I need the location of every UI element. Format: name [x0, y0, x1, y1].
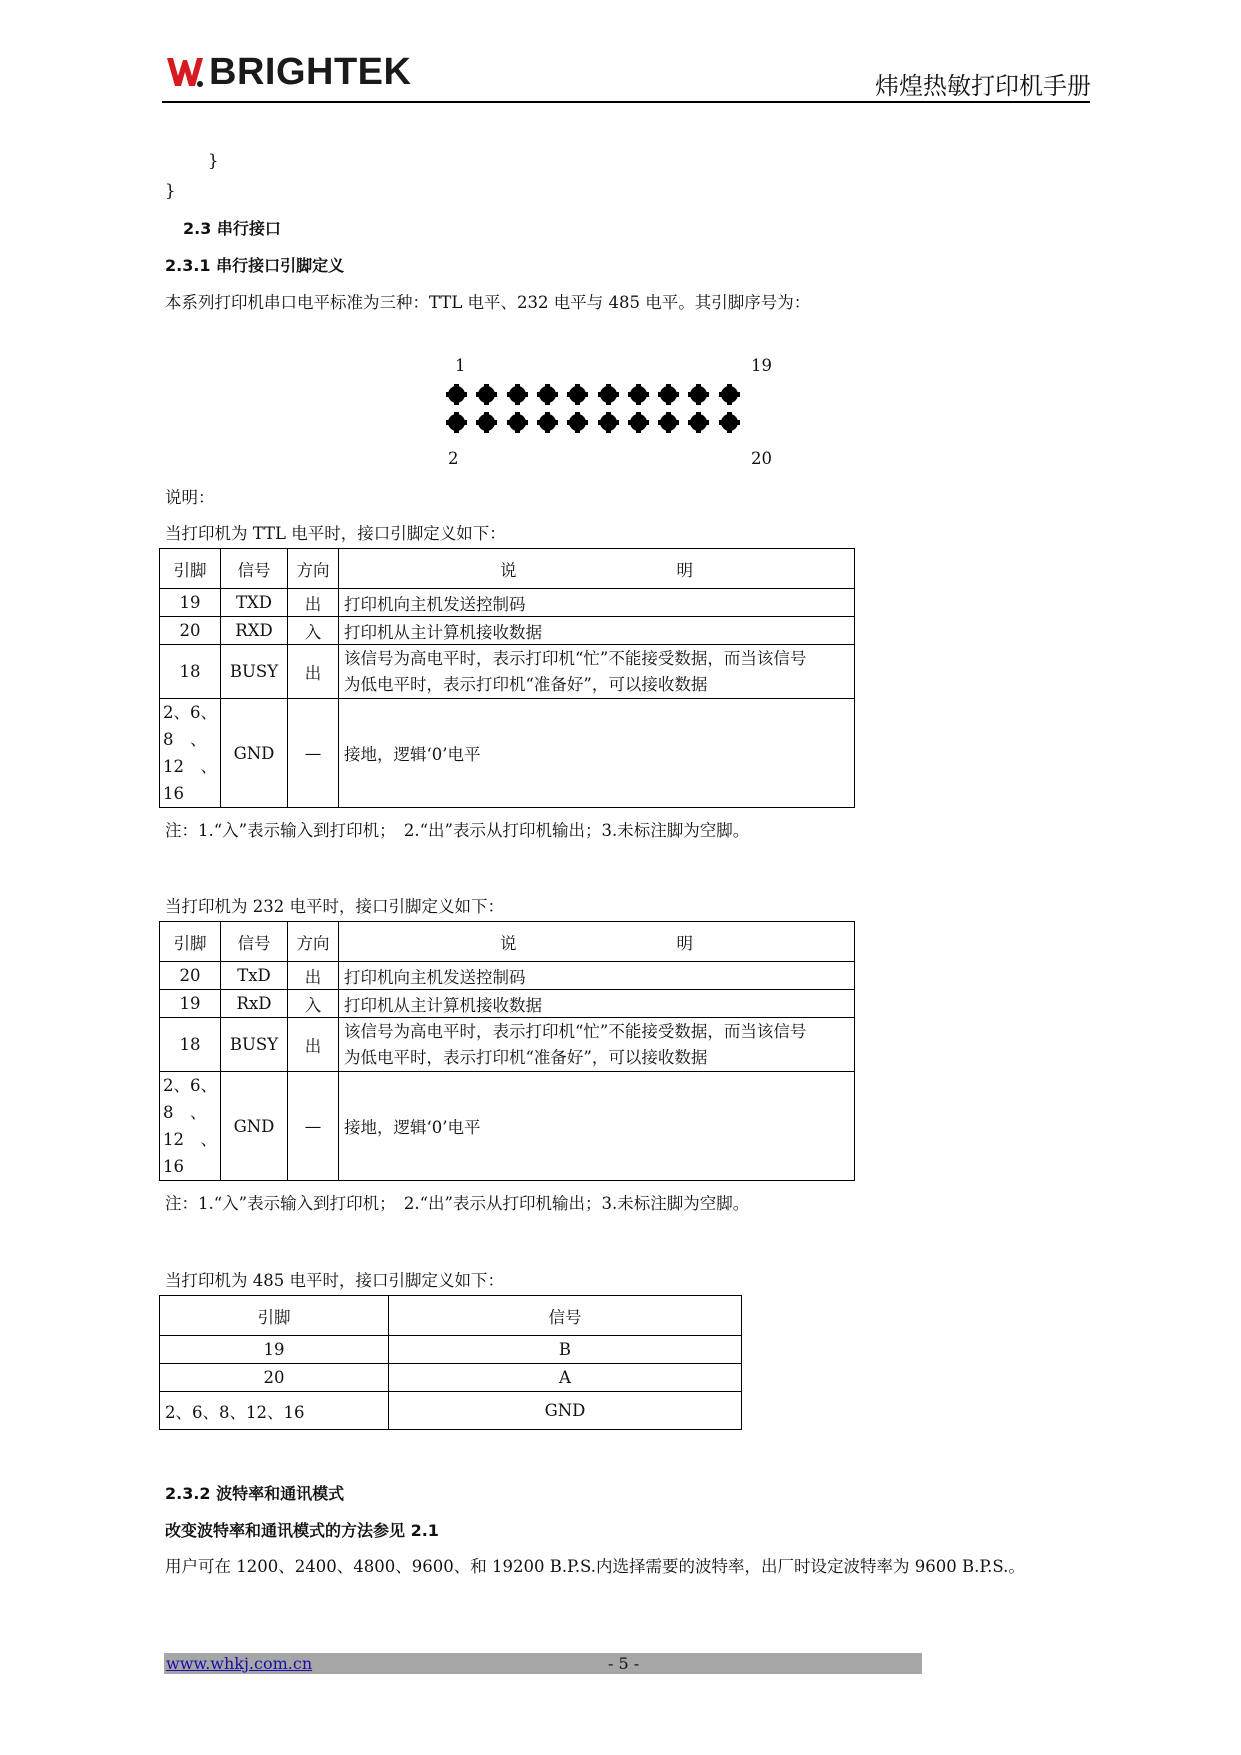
section-2-3-2-title: 2.3.2 波特率和通讯模式	[165, 1484, 345, 1503]
section-2-3-2-subtitle: 改变波特率和通讯模式的方法参见 2.1	[165, 1521, 439, 1540]
header-signal: 信号	[221, 922, 288, 962]
brand-name: BRIGHTEK	[209, 51, 412, 93]
table-row: 20 A	[160, 1364, 742, 1392]
table-row: 2、6、 8 、 12 、 16 GND — 接地，逻辑‘0’电平	[160, 699, 855, 808]
pin-dot-20	[721, 414, 738, 431]
header-direction: 方向	[288, 549, 339, 589]
header-pin: 引脚	[160, 549, 221, 589]
header-description: 说 明	[339, 549, 855, 589]
pin-row-even	[448, 413, 768, 433]
table-row: 18 BUSY 出 该信号为高电平时，表示打印机“忙”不能接受数据，而当该信号 为低电平时，表示打印机“准备好”，可以接收数据	[160, 1018, 855, 1072]
ttl-pin-table	[159, 548, 855, 808]
ttl-caption: 当打印机为 TTL 电平时，接口引脚定义如下：	[165, 524, 506, 543]
header-direction: 方向	[288, 922, 339, 962]
section-2-3-title: 2.3 串行接口	[183, 219, 281, 238]
pin-label-2: 2	[448, 449, 459, 468]
table-row: 2、6、 8 、 12 、 16 GND — 接地，逻辑‘0’电平	[160, 1072, 855, 1181]
pin-label-1: 1	[455, 356, 466, 375]
section-2-3-1-intro: 本系列打印机串口电平标准为三种：TTL 电平、232 电平与 485 电平。其引脚序号为：	[165, 293, 811, 312]
rs232-note: 注：1.“入”表示输入到打印机； 2.“出”表示从打印机输出；3.未标注脚为空脚。	[165, 1194, 750, 1213]
pin-row-odd	[448, 385, 768, 405]
code-brace-inner: }	[208, 151, 219, 170]
rs485-caption: 当打印机为 485 电平时，接口引脚定义如下：	[165, 1271, 504, 1290]
header-title: 炜煌热敏打印机手册	[875, 72, 1091, 100]
table-row: 19 B	[160, 1336, 742, 1364]
table-row: 19 TXD 出 打印机向主机发送控制码	[160, 589, 855, 617]
table-header-row	[160, 549, 855, 589]
pin-label-19: 19	[751, 356, 772, 375]
section-2-3-1-title: 2.3.1 串行接口引脚定义	[165, 256, 345, 275]
header-description: 说 明	[339, 922, 855, 962]
rs232-caption: 当打印机为 232 电平时，接口引脚定义如下：	[165, 897, 504, 916]
table-row: 20 TxD 出 打印机向主机发送控制码	[160, 962, 855, 990]
pin-dot-5	[509, 386, 526, 403]
footer-website-link[interactable]: www.whkj.com.cn	[166, 1654, 313, 1673]
pin-dot-11	[600, 386, 617, 403]
pin-dot-3	[478, 386, 495, 403]
pin-diagram	[440, 355, 780, 475]
section-2-3-2-body: 用户可在 1200、2400、4800、9600、和 19200 B.P.S.内选择需要的波特率，出厂时设定波特率为 9600 B.P.S.。	[165, 1557, 1025, 1576]
table-header-row	[160, 922, 855, 962]
pin-dot-19	[721, 386, 738, 403]
header-signal: 信号	[389, 1296, 742, 1336]
page-number: - 5 -	[608, 1654, 640, 1673]
pin-label-20: 20	[751, 449, 772, 468]
pin-dot-13	[630, 386, 647, 403]
explain-label: 说明：	[165, 488, 215, 507]
pin-dot-14	[630, 414, 647, 431]
ttl-note: 注：1.“入”表示输入到打印机； 2.“出”表示从打印机输出；3.未标注脚为空脚。	[165, 821, 750, 840]
pin-dot-10	[569, 414, 586, 431]
pin-dot-17	[690, 386, 707, 403]
pin-dot-4	[478, 414, 495, 431]
pin-dot-1	[448, 386, 465, 403]
brand-mark-icon	[165, 54, 205, 90]
pin-dot-8	[539, 414, 556, 431]
pin-dot-9	[569, 386, 586, 403]
table-row: 2、6、8、12、16 GND	[160, 1392, 742, 1430]
table-row: 19 RxD 入 打印机从主计算机接收数据	[160, 990, 855, 1018]
pin-dot-12	[600, 414, 617, 431]
pin-dot-18	[690, 414, 707, 431]
rs485-pin-table	[159, 1295, 742, 1430]
pin-dot-6	[509, 414, 526, 431]
table-row: 20 RXD 入 打印机从主计算机接收数据	[160, 617, 855, 645]
pin-dot-15	[660, 386, 677, 403]
brand-logo	[165, 50, 411, 94]
header-pin: 引脚	[160, 922, 221, 962]
header-divider	[162, 101, 1090, 103]
rs232-pin-table	[159, 921, 855, 1181]
table-header-row	[160, 1296, 742, 1336]
pin-dot-7	[539, 386, 556, 403]
pin-dot-16	[660, 414, 677, 431]
pin-dot-2	[448, 414, 465, 431]
header-signal: 信号	[221, 549, 288, 589]
table-row: 18 BUSY 出 该信号为高电平时，表示打印机“忙”不能接受数据，而当该信号 为低电平时，表示打印机“准备好”，可以接收数据	[160, 645, 855, 699]
header-pin: 引脚	[160, 1296, 389, 1336]
code-brace-outer: }	[165, 181, 176, 200]
